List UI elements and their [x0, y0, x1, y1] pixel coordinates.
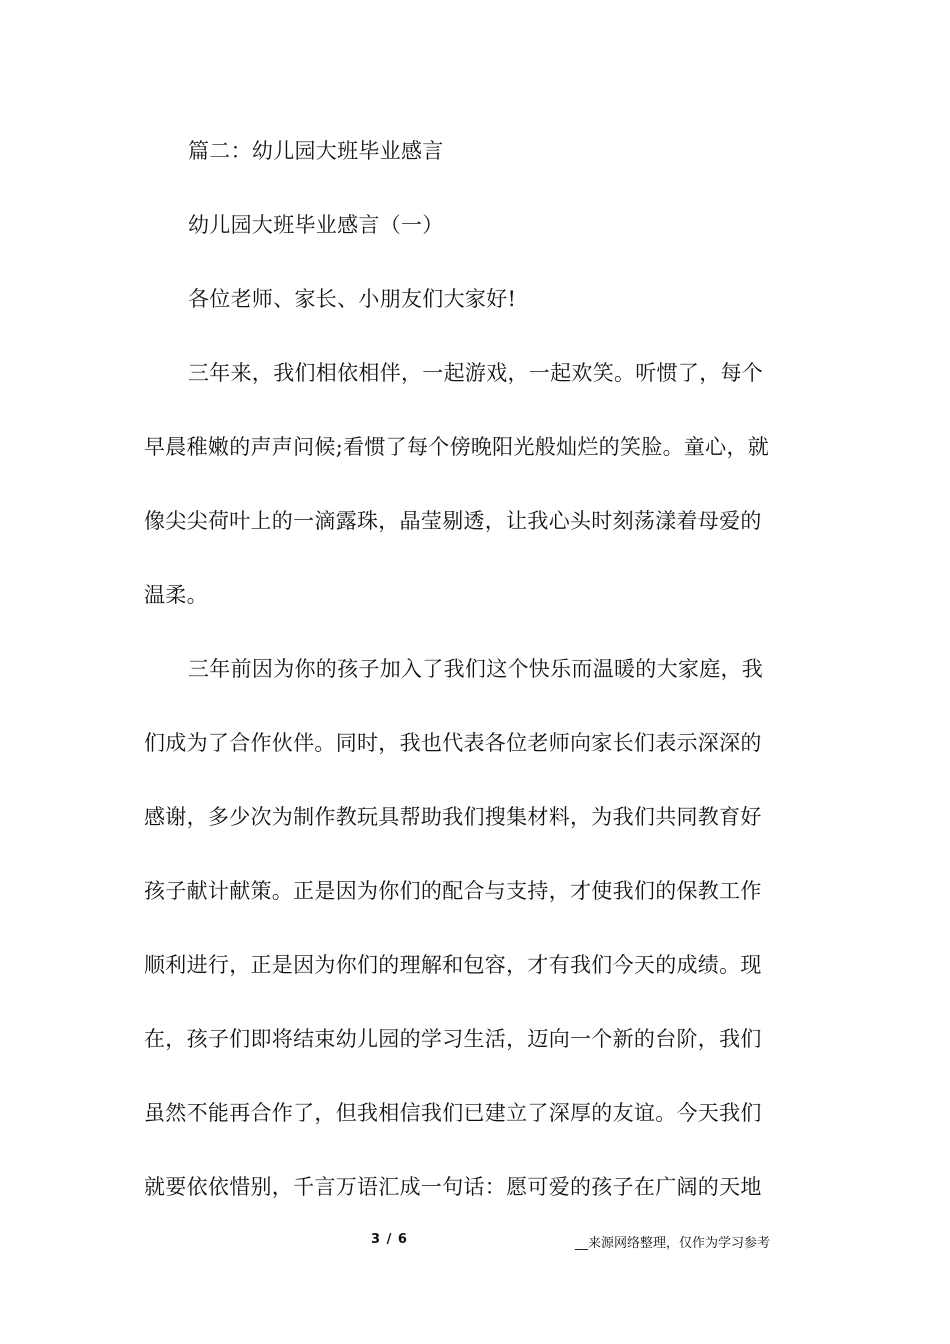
source-note: __来源网络整理，仅作为学习参考: [575, 1236, 771, 1251]
paragraph-line: 在，孩子们即将结束幼儿园的学习生活，迈向一个新的台阶，我们: [144, 1027, 762, 1051]
paragraph-line: 虽然不能再合作了，但我相信我们已建立了深厚的友谊。今天我们: [144, 1101, 762, 1125]
paragraph-line: 早晨稚嫩的声声问候;看惯了每个傍晚阳光般灿烂的笑脸。童心，就: [144, 435, 770, 459]
sub-title: 幼儿园大班毕业感言（一）: [188, 213, 444, 237]
paragraph-1: [144, 336, 804, 632]
paragraph-line: 孩子献计献策。正是因为你们的配合与支持，才使我们的保教工作: [144, 879, 762, 903]
paragraph-line: 像尖尖荷叶上的一滴露珠，晶莹剔透，让我心头时刻荡漾着母爱的: [144, 509, 762, 533]
document-body: [144, 114, 804, 1224]
paragraph-line: 顺利进行，正是因为你们的理解和包容，才有我们今天的成绩。现: [144, 953, 762, 977]
page-footer: [0, 1232, 950, 1256]
paragraph-line: 温柔。: [144, 583, 208, 607]
page-number: 3 / 6: [371, 1232, 408, 1247]
greeting: 各位老师、家长、小朋友们大家好!: [188, 287, 517, 311]
paragraph-line: 感谢，多少次为制作教玩具帮助我们搜集材料，为我们共同教育好: [144, 805, 762, 829]
section-title: 篇二：幼儿园大班毕业感言: [188, 139, 444, 163]
paragraph-line: 们成为了合作伙伴。同时，我也代表各位老师向家长们表示深深的: [144, 731, 762, 755]
paragraph-2: [144, 632, 804, 1224]
paragraph-line: 三年来，我们相依相伴，一起游戏，一起欢笑。听惯了，每个: [188, 361, 764, 385]
paragraph-line: 就要依依惜别，千言万语汇成一句话：愿可爱的孩子在广阔的天地: [144, 1175, 762, 1199]
paragraph-line: 三年前因为你的孩子加入了我们这个快乐而温暖的大家庭，我: [188, 657, 764, 681]
